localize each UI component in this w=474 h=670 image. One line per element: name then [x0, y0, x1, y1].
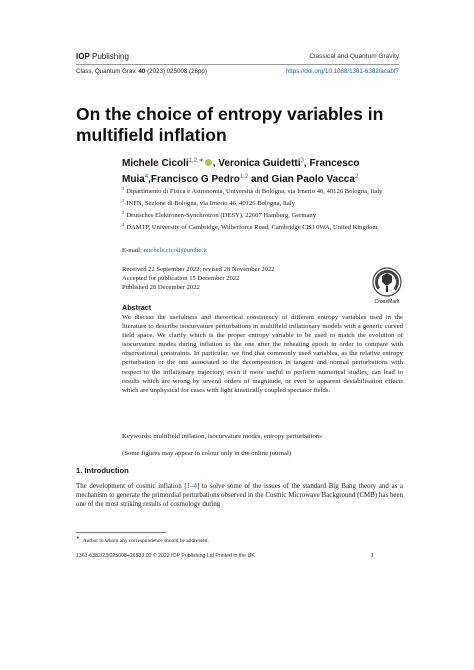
affiliation-text: DAMTP, University of Cambridge, Wilberforce Road, Cambridge CB3 0WA, United Kingdom	[126, 224, 378, 232]
author-affiliation-mark[interactable]: 1,2	[239, 173, 249, 180]
keywords: Keywords: multifield inflation, isocurvature modes, entropy perturbations	[122, 433, 322, 440]
affiliation-item	[122, 196, 404, 208]
affiliation-number: 3	[122, 210, 125, 216]
affiliation-number: 2	[122, 198, 125, 204]
email-link[interactable]: michele.cicoli@unibo.it	[143, 247, 208, 254]
publication-dates	[122, 265, 275, 292]
author-affiliation-mark[interactable]: 3	[300, 158, 304, 164]
author-separator: and	[248, 173, 272, 185]
author-separator: ,	[148, 173, 151, 185]
paper-title: On the choice of entropy variables in multifield inflation	[76, 104, 384, 145]
affiliation-text: INFN, Sezione di Bologna, via Irnerio 46, 40126 Bologna, Italy	[126, 200, 295, 208]
crossmark-label: CrossMark	[374, 299, 400, 305]
author-name: Francisco G Pedro	[150, 173, 240, 185]
author-name: Francesco Muia	[122, 158, 360, 185]
affiliation-item	[122, 220, 404, 232]
email-label: E-mail:	[122, 247, 144, 254]
footnote: ∗Author to whom any correspondence should be addressed.	[76, 535, 209, 544]
affiliation-number: 4	[122, 222, 125, 228]
author-name: Michele Cicoli	[122, 158, 189, 169]
reference-link[interactable]: 1–4	[186, 483, 197, 490]
citation: Class. Quantum Grav. 40 (2023) 025008 (26pp)	[76, 68, 207, 75]
author-separator: ,	[212, 158, 219, 169]
affiliation-list	[122, 184, 404, 232]
affiliation-text: Deutsches Elektronen-Synchrotron (DESY), 22607 Hamburg, Germany	[126, 212, 317, 220]
accepted-date: Accepted for publication 15 December 2022	[122, 275, 240, 282]
journal-name: Classical and Quantum Gravity	[309, 53, 399, 60]
footnote-divider	[76, 532, 166, 533]
publisher-logo: IOP Publishing	[76, 52, 129, 61]
author-affiliation-mark[interactable]: 1,2,∗	[188, 158, 204, 164]
email-line	[122, 247, 207, 254]
colour-note: (Some figures may appear in colour only in the online journal)	[122, 450, 292, 457]
author-affiliation-mark[interactable]: 4	[144, 173, 149, 180]
footer-copyright: 1361-6382/23/025008+26$33.00 © 2022 IOP Publishing Ltd Printed in the UK	[76, 553, 255, 559]
author-name: Gian Paolo Vacca	[271, 173, 355, 185]
received-date: Received 22 September 2022; revised 28 November 2022	[122, 266, 275, 273]
section-heading: 1. Introduction	[76, 466, 129, 475]
author-list	[122, 155, 402, 186]
affiliation-number: 1	[122, 186, 125, 191]
published-date: Published 28 December 2022	[122, 284, 200, 291]
abstract-heading: Abstract	[122, 303, 152, 312]
author-separator: ,	[303, 158, 310, 169]
affiliation-item	[122, 208, 404, 220]
author-affiliation-mark[interactable]: 2	[354, 173, 359, 180]
doi-link[interactable]: https://doi.org/10.1088/1361-6382/acabf7	[285, 68, 399, 75]
page-number: 1	[371, 553, 374, 559]
abstract-text: We discuss the usefulness and theoretical consistency of different entropy variables used in the literature to describe isocurvature perturbations in multifield inflationary models with a generic curved field space. We clarify which is the proper entropy variable to be used to match the evolution of isocurvature modes during inflation to the one after the reheating epoch in order to compare with observational constraints. In particular, we find that commonly used variables, as the relative entropy perturbation or the one associated to the decomposition in tangent and normal perturbations with respect to the inflationary trajectory, even if more useful to perform numerical studies, can lead to results which are wrong by several orders of magnitude, or even to apparent destabilisation effects which are unphysical for cases with light kinetically coupled spectator fields.	[122, 314, 403, 394]
affiliation-text: Dipartimento di Fisica e Astronomia, Università di Bologna, via Irnerio 46, 40126 Bologna, Italy	[126, 188, 383, 195]
header-divider	[76, 64, 399, 65]
crossmark-icon[interactable]	[372, 267, 402, 302]
author-name: Veronica Guidetti	[218, 158, 301, 169]
affiliation-item	[122, 184, 404, 196]
introduction-text: The development of cosmic inflation [1–4] to solve some of the issues of the standard Big Bang theory and as a mechanism to generate the primordial perturbations observed in the Cosmic Microwave Background (CMB) has been one of the most striking results of cosmology during	[76, 483, 403, 509]
orcid-icon[interactable]	[205, 159, 212, 166]
